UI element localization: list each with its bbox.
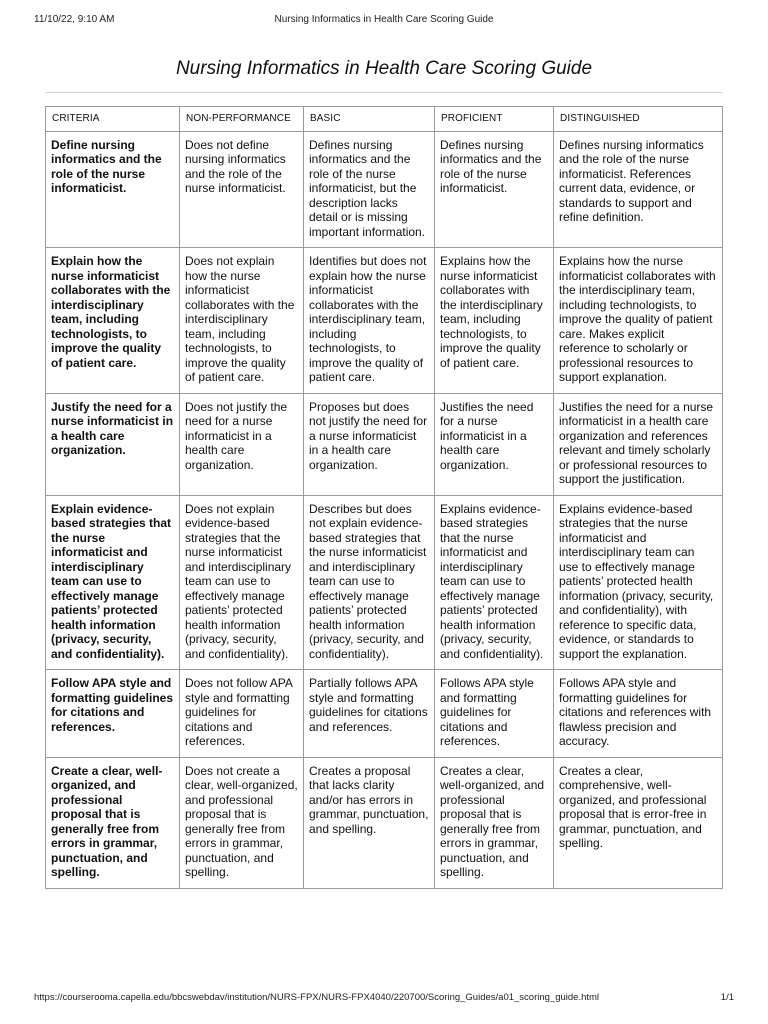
- page-url: https://courserooma.capella.edu/bbcswebdav/institution/NURS-FPX/NURS-FPX4040/220700/Scoring_Guides/a01_scoring_guide.html: [34, 992, 600, 1003]
- print-page-title: Nursing Informatics in Health Care Scoring Guide: [274, 14, 494, 25]
- table-row: [46, 495, 723, 670]
- distinguished-cell: Explains how the nurse informaticist collaborates with the interdisciplinary team, including technologists, to improve the quality of patient care. Makes explicit reference to scholarly or professional resources to support explanation.: [554, 248, 723, 394]
- distinguished-cell: Justifies the need for a nurse informaticist in a health care organization and references relevant and timely scholarly or professional resources to support the justification.: [554, 393, 723, 495]
- criteria-cell: Explain how the nurse informaticist collaborates with the interdisciplinary team, including technologists, to improve the quality of patient care.: [46, 248, 180, 394]
- basic-cell: Identifies but does not explain how the nurse informaticist collaborates with the interdisciplinary team, including technologists, to improve the quality of patient care.: [304, 248, 435, 394]
- distinguished-cell: Creates a clear, comprehensive, well-organized, and professional proposal that is error-free in grammar, punctuation, and spelling.: [554, 757, 723, 888]
- table-header-row: [46, 107, 723, 132]
- header-distinguished: DISTINGUISHED: [554, 107, 723, 132]
- table-row: [46, 131, 723, 248]
- basic-cell: Proposes but does not justify the need for a nurse informaticist in a health care organization.: [304, 393, 435, 495]
- header-basic: BASIC: [304, 107, 435, 132]
- proficient-cell: Justifies the need for a nurse informaticist in a health care organization.: [435, 393, 554, 495]
- header-criteria: CRITERIA: [46, 107, 180, 132]
- criteria-cell: Follow APA style and formatting guidelines for citations and references.: [46, 670, 180, 758]
- header-proficient: PROFICIENT: [435, 107, 554, 132]
- distinguished-cell: Explains evidence-based strategies that the nurse informaticist and interdisciplinary team can use to effectively manage patients’ protected health information (privacy, security, and confidentiality), with reference to specific data, evidence, or standards to support the explanation.: [554, 495, 723, 670]
- title-divider: [46, 92, 722, 93]
- page-number: 1/1: [720, 992, 734, 1003]
- distinguished-cell: Follows APA style and formatting guidelines for citations and references with flawless precision and accuracy.: [554, 670, 723, 758]
- non-performance-cell: Does not explain evidence-based strategies that the nurse informaticist and interdisciplinary team can use to effectively manage patients’ protected health information (privacy, security, and confidentiality).: [180, 495, 304, 670]
- distinguished-cell: Defines nursing informatics and the role of the nurse informaticist. References current data, evidence, or standards to support and refine definition.: [554, 131, 723, 248]
- non-performance-cell: Does not define nursing informatics and the role of the nurse informaticist.: [180, 131, 304, 248]
- table-row: [46, 393, 723, 495]
- proficient-cell: Creates a clear, well-organized, and professional proposal that is generally free from errors in grammar, punctuation, and spelling.: [435, 757, 554, 888]
- basic-cell: Defines nursing informatics and the role of the nurse informaticist, but the description lacks detail or is missing important information.: [304, 131, 435, 248]
- criteria-cell: Explain evidence-based strategies that the nurse informaticist and interdisciplinary team can use to effectively manage patients’ protected health information (privacy, security, and confidentiality).: [46, 495, 180, 670]
- document-title: Nursing Informatics in Health Care Scoring Guide: [175, 58, 593, 79]
- non-performance-cell: Does not explain how the nurse informaticist collaborates with the interdisciplinary team, including technologists, to improve the quality of patient care.: [180, 248, 304, 394]
- header-non-performance: NON-PERFORMANCE: [180, 107, 304, 132]
- basic-cell: Creates a proposal that lacks clarity and/or has errors in grammar, punctuation, and spelling.: [304, 757, 435, 888]
- proficient-cell: Follows APA style and formatting guidelines for citations and references.: [435, 670, 554, 758]
- table-row: [46, 670, 723, 758]
- basic-cell: Partially follows APA style and formatting guidelines for citations and references.: [304, 670, 435, 758]
- proficient-cell: Defines nursing informatics and the role of the nurse informaticist.: [435, 131, 554, 248]
- non-performance-cell: Does not follow APA style and formatting guidelines for citations and references.: [180, 670, 304, 758]
- scoring-guide-table: [45, 106, 723, 889]
- proficient-cell: Explains evidence-based strategies that the nurse informaticist and interdisciplinary team can use to effectively manage patients’ protected health information (privacy, security, and confidentiality).: [435, 495, 554, 670]
- print-datetime: 11/10/22, 9:10 AM: [34, 14, 115, 25]
- proficient-cell: Explains how the nurse informaticist collaborates with the interdisciplinary team, including technologists, to improve the quality of patient care.: [435, 248, 554, 394]
- criteria-cell: Define nursing informatics and the role of the nurse informaticist.: [46, 131, 180, 248]
- basic-cell: Describes but does not explain evidence-based strategies that the nurse informaticist and interdisciplinary team can use to effectively manage patients’ protected health information (privacy, security, and confidentiality).: [304, 495, 435, 670]
- non-performance-cell: Does not justify the need for a nurse informaticist in a health care organization.: [180, 393, 304, 495]
- criteria-cell: Justify the need for a nurse informaticist in a health care organization.: [46, 393, 180, 495]
- non-performance-cell: Does not create a clear, well-organized, and professional proposal that is generally free from errors in grammar, punctuation, and spelling.: [180, 757, 304, 888]
- table-row: [46, 757, 723, 888]
- table-row: [46, 248, 723, 394]
- criteria-cell: Create a clear, well-organized, and professional proposal that is generally free from errors in grammar, punctuation, and spelling.: [46, 757, 180, 888]
